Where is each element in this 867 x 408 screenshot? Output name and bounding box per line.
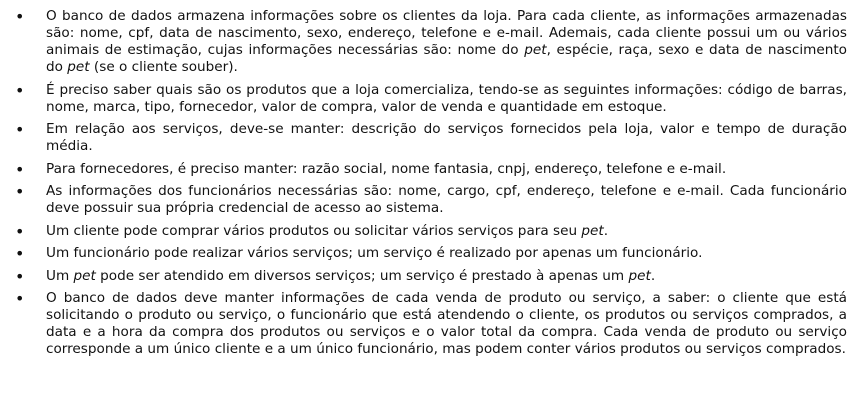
bullet-icon: • bbox=[15, 120, 25, 139]
list-item bbox=[0, 82, 847, 116]
italic-term: pet bbox=[524, 42, 547, 58]
bullet-icon: • bbox=[15, 80, 25, 100]
bullet-icon: • bbox=[15, 244, 25, 263]
list-item-text: O banco de dados deve manter informações de cada venda de produto ou serviço, a saber: o cliente que está solicitando o produto ou serviço, o funcionário que está atendendo o cliente, os produtos ou serviços comprados, a data e a hora da compra dos produtos ou serviços e o valor total da compra. Cada venda de produto ou serviço corresponde a um único cliente e a um único funcionário, mas podem conter vários produtos ou serviços comprados. bbox=[46, 290, 847, 357]
list-item-text: Um cliente pode comprar vários produtos ou solicitar vários serviços para seu pet. bbox=[46, 222, 609, 239]
list-item-text: Um funcionário pode realizar vários serviços; um serviço é realizado por apenas um funcionário. bbox=[46, 245, 703, 261]
list-item bbox=[0, 183, 847, 217]
list-item bbox=[0, 161, 847, 178]
list-item-text: O banco de dados armazena informações sobre os clientes da loja. Para cada cliente, as informações armazenadas são: nome, cpf, data de nascimento, sexo, endereço, telefone e e-mail. Ademais, cada cliente possui um ou vários animais de estimação, cujas informações necessárias são: nome do pet, espécie, raça, sexo e data de nascimento do pet (se o cliente souber). bbox=[46, 8, 847, 75]
list-item-text: Em relação aos serviços, deve-se manter: descrição do serviços fornecidos pela loja, valor e tempo de duração média. bbox=[46, 121, 847, 154]
list-item bbox=[0, 8, 847, 76]
italic-term: pet bbox=[581, 222, 604, 239]
list-item bbox=[0, 245, 847, 262]
bullet-icon: • bbox=[15, 221, 25, 241]
bullet-icon: • bbox=[15, 266, 25, 286]
bullet-icon: • bbox=[15, 159, 25, 179]
list-item-text: As informações dos funcionários necessárias são: nome, cargo, cpf, endereço, telefone e e-mail. Cada funcionário deve possuir sua própria credencial de acesso ao sistema. bbox=[46, 183, 847, 216]
list-item-text: Para fornecedores, é preciso manter: razão social, nome fantasia, cnpj, endereço, telefone e e-mail. bbox=[46, 160, 727, 177]
italic-term: pet bbox=[67, 59, 90, 75]
list-item-text: É preciso saber quais são os produtos que a loja comercializa, tendo-se as seguintes informações: código de barras, nome, marca, tipo, fornecedor, valor de compra, valor de venda e quantidade em estoque. bbox=[46, 81, 847, 115]
list-item-text: Um pet pode ser atendido em diversos serviços; um serviço é prestado à apenas um pet. bbox=[46, 267, 656, 284]
list-item bbox=[0, 290, 847, 358]
bullet-icon: • bbox=[15, 182, 25, 201]
list-item bbox=[0, 121, 847, 155]
italic-term: pet bbox=[73, 267, 96, 284]
list-item bbox=[0, 268, 847, 285]
bullet-icon: • bbox=[15, 7, 25, 26]
bullet-icon: • bbox=[15, 289, 25, 308]
list-item bbox=[0, 223, 847, 240]
italic-term: pet bbox=[628, 267, 651, 284]
